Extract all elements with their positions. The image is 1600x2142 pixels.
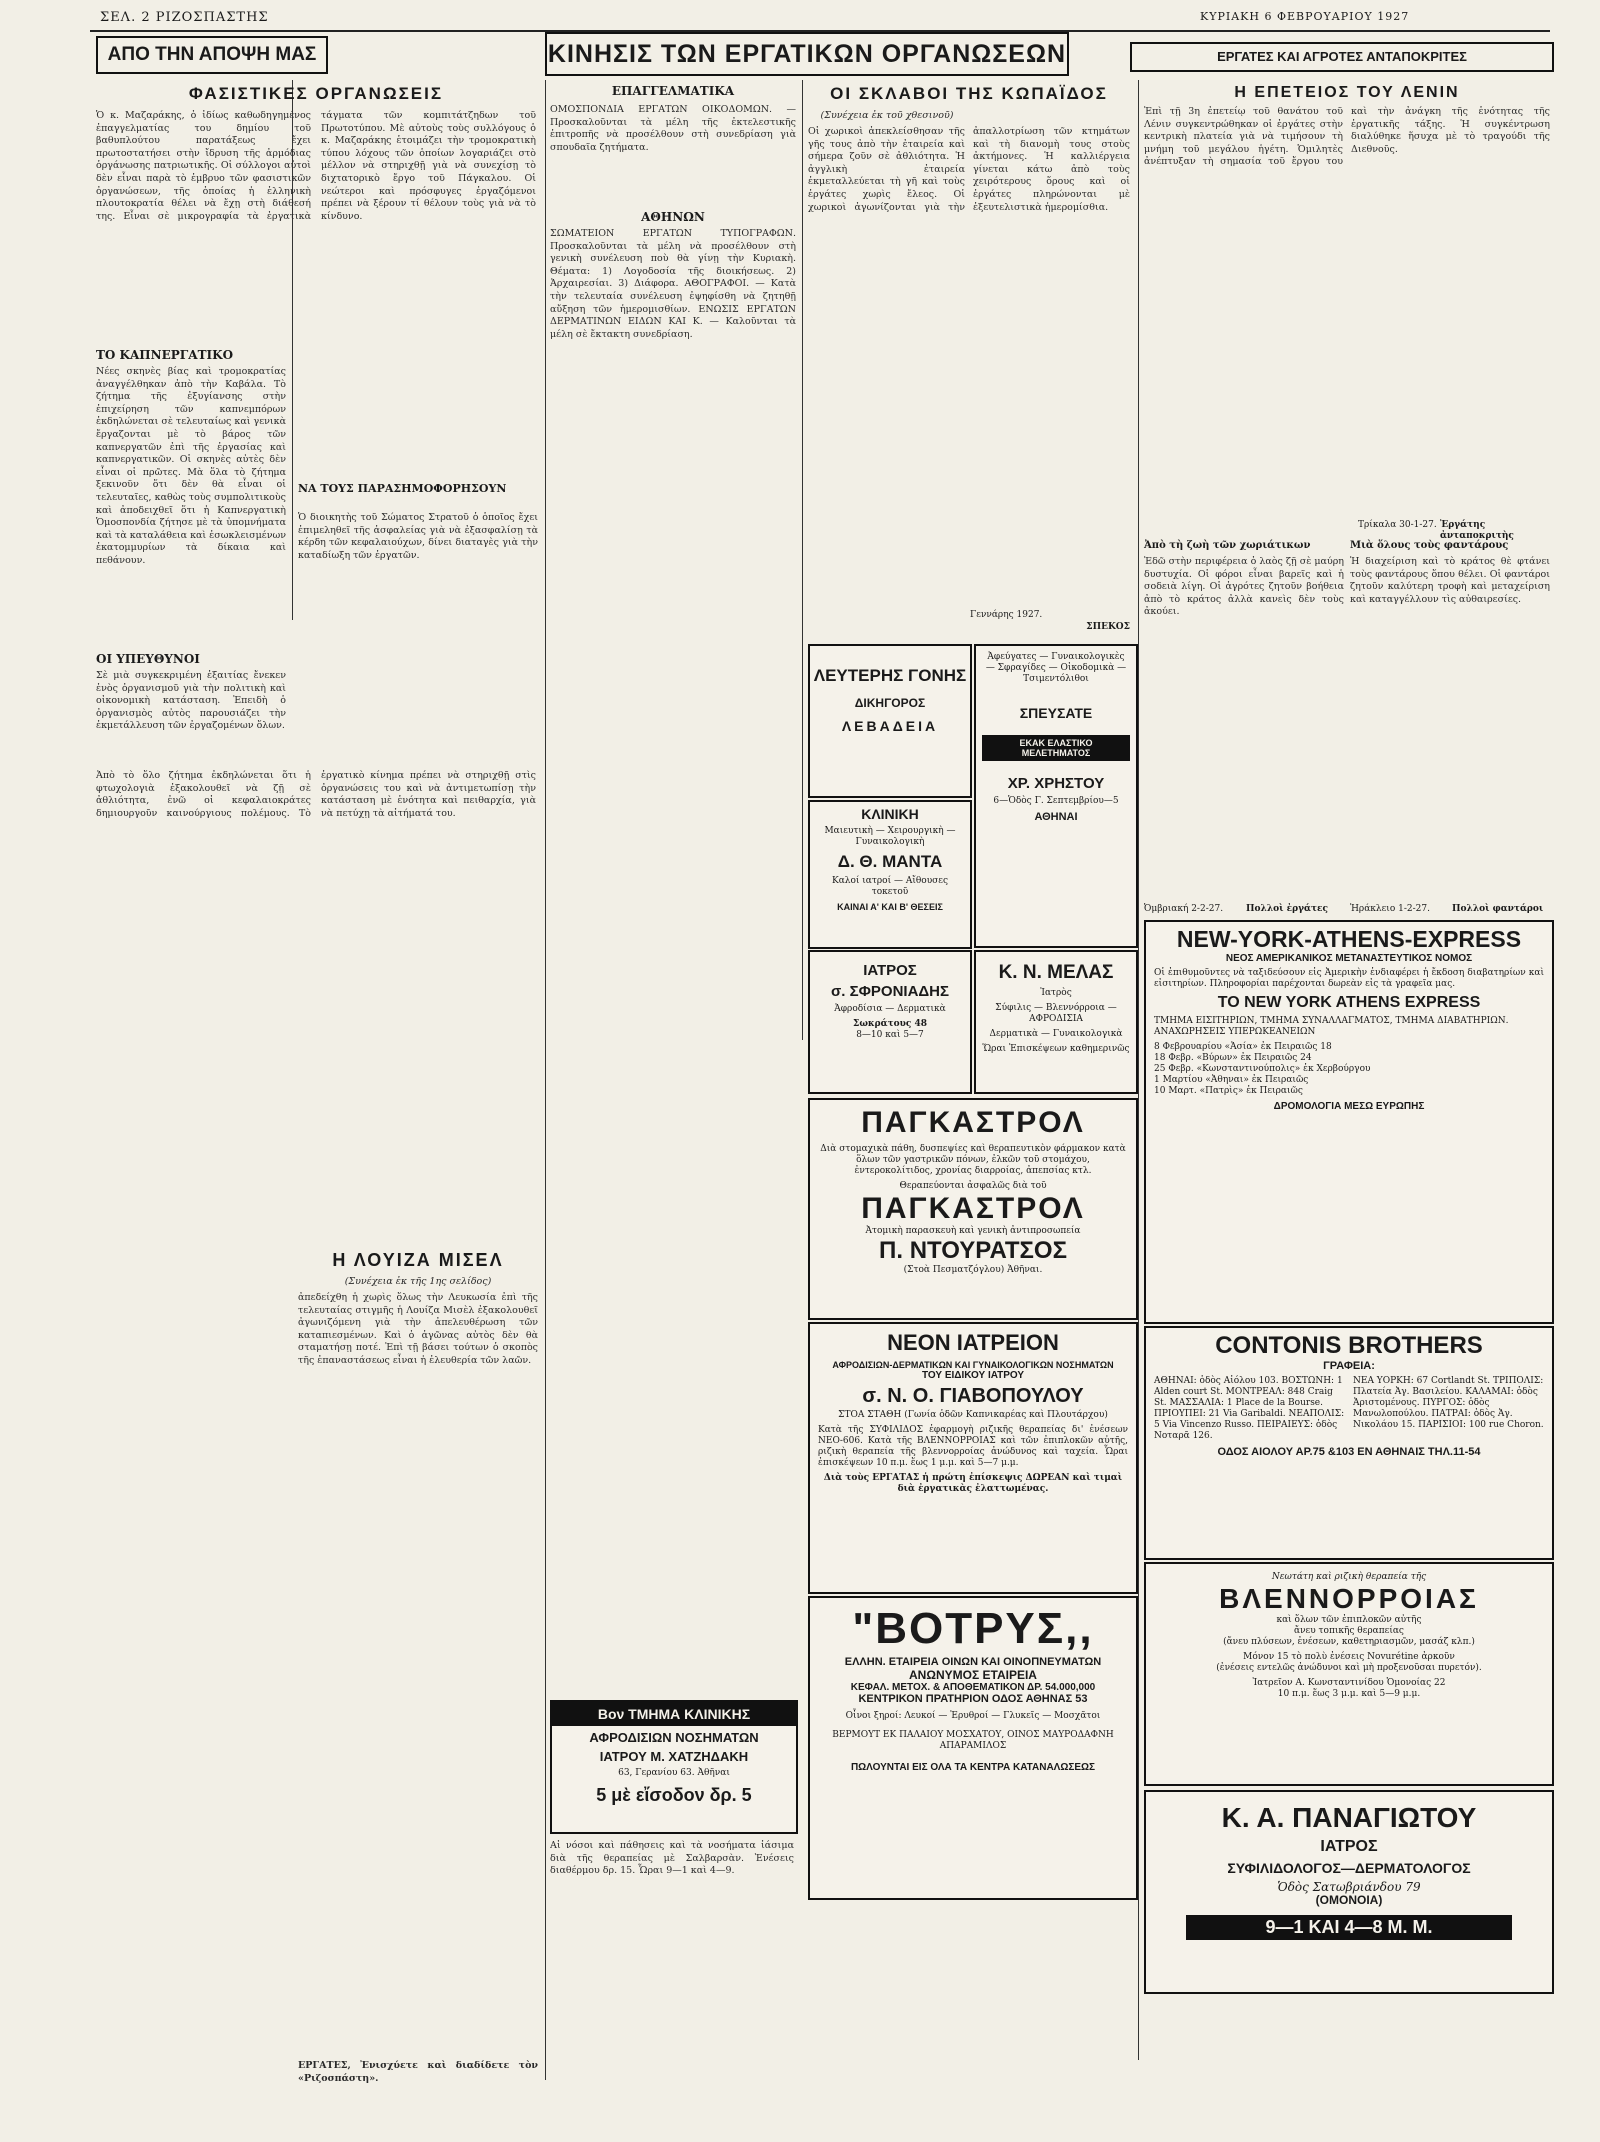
article-parasimo-title: ΝΑ ΤΟΥΣ ΠΑΡΑΣΗΜΟΦΟΡΗΣΟΥΝ: [298, 482, 507, 495]
ad-neon: [808, 1322, 1138, 1594]
article-epaggelmatika-title: ΕΠΑΓΓΕΛΜΑΤΙΚΑ: [611, 84, 735, 98]
article-louiza-body: ἀπεδείχθη ἡ χωρὶς ὅλως τὴν Λευκωσία ἐπὶ τῆς τελευταίας στιγμῆς ἡ Λουίζα Μισὲλ ἐξακολουθεῖ ἀγωνιζόμενη γιὰ τὴν ἀπελευθέρωση τῶν καταπιεσμένων. Καὶ ὁ ἀγῶνας αὐτὸς δὲν θὰ σταματήσῃ ποτέ. Ἐπὶ τῇ βάσει τούτων ὁ σκοπὸς τῆς ἐπαναστάσεως εἶναι ἡ ἐλευθερία τῶν λαῶν.: [298, 1292, 538, 1366]
ad-tmima-body: Αἱ νόσοι καὶ πάθησεις καὶ τὰ νοσήματα ἰάσιμα διὰ τῆς θεραπείας μὲ Σαλβαρσὰν. Ἐνέσεις διαθέρμου δρ. 15. Ὧραι 9—1 καὶ 4—9.: [550, 1840, 794, 1877]
ad-panagiotou-hours: 9—1 ΚΑΙ 4—8 Μ. Μ.: [1186, 1915, 1512, 1940]
ad-pagkastrol-maker: Π. ΝΤΟΥΡΑΤΣΟΣ: [879, 1237, 1067, 1264]
ad-melas-name: Κ. Ν. ΜΕΛΑΣ: [998, 962, 1114, 983]
article-fantaroi-title: Μιὰ ὅλους τοὺς φαντάρους: [1350, 540, 1509, 551]
article-fantaroi-sign: Πολλοὶ φαντάροι: [1452, 904, 1544, 914]
ad-nyexpress-dep: 1 Μαρτίου «Ἀθηναι» ἐκ Πειραιῶς: [1154, 1075, 1309, 1085]
ad-pagkastrol-addr: (Στοὰ Πεσματζόγλου) Ἀθῆναι.: [903, 1265, 1043, 1275]
ad-neon-foot: Διὰ τοὺς ΕΡΓΑΤΑΣ ἡ πρώτη ἐπίσκεψις ΔΩΡΕΑΝ καὶ τιμαὶ διὰ ἐργατικὰς ἐλαττωμένας.: [823, 1473, 1123, 1494]
ad-nyexpress-body2: ΤΜΗΜΑ ΕΙΣΙΤΗΡΙΩΝ, ΤΜΗΜΑ ΣΥΝΑΛΛΑΓΜΑΤΟΣ, ΤΜΗΜΑ ΔΙΑΒΑΤΗΡΙΩΝ. ΑΝΑΧΩΡΗΣΕΙΣ ΥΠΕΡΩΚΕΑΝΕΙΩΝ: [1154, 1016, 1509, 1037]
ad-spieses-name: ΧΡ. ΧΡΗΣΤΟΥ: [1007, 775, 1105, 792]
ad-klinik-name: Δ. Θ. ΜΑΝΤΑ: [837, 852, 943, 871]
ad-neon-body: Κατὰ τῆς ΣΥΦΙΛΙΔΟΣ ἐφαρμογὴ ριζικῆς θεραπείας δι' ἐνέσεων ΝΕΟ-606. Κατὰ τῆς ΒΛΕΝΝΟΡΡΟΙΑΣ καὶ τῶν ἐπιπλοκῶν αὐτῆς, ριζικὴ θεραπεία τῆς βλεννορροίας ἀνώδυνος καὶ ταχεία. Ὧραι ἐπισκέψεων 10 π.μ. ἕως 1 μ.μ. καὶ 5—7 μ.μ.: [818, 1425, 1128, 1468]
ad-contonis: [1144, 1326, 1554, 1560]
ad-vlenn-head: ΒΛΕΝΝΟΡΡΟΙΑΣ: [1219, 1583, 1479, 1614]
article-xoriatiko-place: Ὀμβριακή 2-2-27.: [1144, 904, 1224, 914]
ad-nyexpress-dep: 10 Μαρτ. «Πατρὶς» ἐκ Πειραιῶς: [1154, 1086, 1303, 1096]
article-xoriatiko-sign: Πολλοὶ ἐργάτες: [1246, 904, 1328, 914]
article-epaggelmatika-body: ΟΜΟΣΠΟΝΔΙΑ ΕΡΓΑΤΩΝ ΟΙΚΟΔΟΜΩΝ. — Προσκαλοῦνται τὰ μέλη τῆς ἐκτελεστικῆς ἐπιτροπῆς νὰ προσέλθουν στὴ συνεδρίαση γιὰ σπουδαῖα ζητήματα.: [550, 104, 796, 153]
ad-tmima: [550, 1700, 798, 1834]
article-ypeythynoi-title: ΟΙ ΥΠΕΥΘΥΝΟΙ: [96, 652, 200, 666]
ad-nyexpress-body: Οἱ ἐπιθυμοῦντες νὰ ταξιδεύσουν εἰς Ἀμερικὴν ἐνδιαφέρει ἡ ἔκδοση διαβατηρίων καὶ εἰσιτηρίων. Πληροφορίαι παρέχονται δωρεὰν εἰς τὰ γραφεῖα μας.: [1154, 968, 1544, 989]
col-rule: [545, 80, 546, 2080]
ad-votrys-brand: "ΒΟΤΡΥΣ,,: [852, 1604, 1094, 1653]
article-slaves-sub: (Συνέχεια ἐκ τοῦ χθεσινοῦ): [820, 110, 954, 121]
ad-gonis-title: ΔΙΚΗΓΟΡΟΣ: [854, 696, 926, 710]
ad-pagkastrol-line1: Διὰ στομαχικὰ πάθη, δυσπεψίες καὶ θεραπευτικὸν φάρμακον κατὰ ὅλων τῶν γαστρικῶν πόνων, ἐλκῶν τοῦ στομάχου, ἐντεροκολίτιδος, χρονίας διαρροίας, ἀπεπσίας κτλ.: [820, 1144, 1126, 1176]
ad-melas-sub: Ἰατρὸς: [1040, 988, 1072, 998]
article-kapnergatiko-title: ΤΟ ΚΑΠΝΕΡΓΑΤΙΚΟ: [96, 348, 234, 362]
article-athinon-title: ΑΘΗΝΩΝ: [641, 210, 705, 224]
ad-neon-name: σ. Ν. Ο. ΓΙΑΒΟΠΟΥΛΟΥ: [862, 1385, 1084, 1407]
article-slaves-title: ΟΙ ΣΚΛΑΒΟΙ ΤΗΣ ΚΩΠΑΪΔΟΣ: [830, 84, 1108, 103]
ad-nyexpress-head3: ΔΡΟΜΟΛΟΓΙΑ ΜΕΣΩ ΕΥΡΩΠΗΣ: [1273, 1101, 1425, 1112]
article-slaves-sign: ΣΠΕΚΟΣ: [1086, 622, 1130, 632]
ad-pagkastrol-line3: Ἀτομικὴ παρασκευὴ καὶ γενικὴ ἀντιπροσωπεία: [865, 1226, 1081, 1236]
ad-contonis-foot: ΟΔΟΣ ΑΙΟΛΟΥ ΑΡ.75 &103 ΕΝ ΑΘΗΝΑΙΣ ΤΗΛ.11-54: [1217, 1446, 1481, 1458]
ad-contonis-left: ΑΘΗΝΑΙ: ὁδὸς Αἰόλου 103. ΒΟΣΤΩΝΗ: 1 Alden court St. ΜΟΝΤΡΕΑΛ: 848 Craig St. ΜΑΣΣΑΛΙΑ: 1 Place de la Bourse. ΠΡΙΟΥΠΕΙ: 21 Via Garibaldi. ΝΕΑΠΟΛΙΣ: 5 Via Vincenzo Russo. ΠΕΙΡΑΙΕΥΣ: ὁδὸς Νοταρᾶ 126.: [1154, 1376, 1345, 1441]
ad-pagkastrol: [808, 1098, 1138, 1320]
ad-spieses-top: Ἀφεύγατες — Γυναικολογικὲς — Σφραγίδες — Οἰκοδομικὰ — Τσιμεντόλιθοι: [985, 652, 1127, 684]
ad-gonis-place: ΛΕΒΑΔΕΙΑ: [841, 718, 939, 734]
footer-ergates: ΕΡΓΑΤΕΣ, Ἐνισχύετε καὶ διαδίδετε τὸν «Ριζοσπάστη».: [298, 2060, 538, 2084]
ad-vlenn-line1: καὶ ὅλων τῶν ἐπιπλοκῶν αὐτῆς: [1276, 1615, 1422, 1625]
ad-neon-addr: ΣΤΟΑ ΣΤΑΘΗ (Γωνία ὁδῶν Καπνικαρέας καὶ Πλουτάρχου): [838, 1410, 1108, 1420]
article-fascist-body: Ὁ κ. Μαζαράκης, ὁ ἰδίως καθωδηγημένος ἐπαγγελματίας του δημίου τοῦ βαθυπλούτου παρατάξεως ἔχει πρωτοστατήσει στὴν ἴδρυση τῆς ἀρμόδιας ὁργάνωσης πατριωτικῆς. Οἱ σύλλογοι αὐτοὶ δὲν εἶναι παρὰ τὸ ἐμβρυο τῶν φασιστικῶν ὀργανώσεων, τῆς ὁποίας ἡ ἑλληνικὴ πλουτοκρατία θέλει νὰ ἔχῃ στὴ διάθεσή της. Εἶναι σὲ μικρογραφία τὰ ἐργατικὰ τάγματα τῶν κομπιτάτζηδων τοῦ Πρωτοτύπου. Μὲ αὐτοὺς τοὺς συλλόγους ὁ κ. Μαζαράκης ἑτοιμάζει τὴν τρομοκρατικὴ τύπου λόχους τῶν ὁποίων λογαριάζει στὸ μέλλον νὰ στηριχθῇ γιὰ νὰ συνεχίσῃ τὸ διχτατορικὸ ἔργο τοῦ Πάγκαλου. Οἱ νεώτεροι καὶ πρόσφυγες ἐργαζόμενοι πρέπει νὰ ξέρουν τί θέλουν τοὺς γιὰ νὰ τὸ κίνδυνο.: [96, 110, 536, 222]
ad-sofroniadis: [808, 950, 972, 1094]
ad-contonis-sub: ΓΡΑΦΕΙΑ:: [1323, 1360, 1375, 1372]
article-athinon-body: ΣΩΜΑΤΕΙΟΝ ΕΡΓΑΤΩΝ ΤΥΠΟΓΡΑΦΩΝ. Προσκαλοῦνται τὰ μέλη νὰ προσέλθουν στὴ γενικὴ συνέλευση ποὺ θὰ γίνῃ τὴν Κυριακὴ. Θέματα: 1) Λογοδοσία τῆς διοικήσεως. 2) Ἀρχαιρεσίαι. 3) Διάφορα. ΑΘΟΓΡΑΦΟΙ. — Κατὰ τὴν τελευταία συνέλευση ἐψηφίσθη νὰ ζητηθῇ αὔξηση τῶν ἡμερομισθίων. ΕΝΩΣΙΣ ΕΡΓΑΤΩΝ ΔΕΡΜΑΤΙΝΩΝ ΕΙΔΩΝ ΚΑΙ Κ. — Καλοῦνται τὰ μέλη σὲ ἔκτακτη συνεδρίαση.: [550, 228, 796, 340]
ad-nyexpress-head2: TO NEW YORK ATHENS EXPRESS: [1217, 994, 1481, 1011]
article-louiza-sub: (Συνέχεια ἐκ τῆς 1ης σελίδος): [344, 1276, 492, 1287]
ad-sofroniadis-hours: 8—10 καὶ 5—7: [856, 1030, 924, 1040]
ad-vlenn-line4: Μόνον 15 τὸ πολὺ ἐνέσεις Novurétine ἀρκοῦν: [1243, 1652, 1455, 1662]
ad-votrys-line3: ΚΕΦΑΛ. ΜΕΤΟΧ. & ΑΠΟΘΕΜΑΤΙΚΟΝ ΔΡ. 54.000,000: [850, 1682, 1096, 1693]
ad-vlenn-line5: (ἐνέσεις εντελῶς ἀνώδυνοι καὶ μὴ προξενοῦσαι πυρετόν).: [1216, 1663, 1482, 1673]
ad-votrys-line5: Οἶνοι ξηροί: Λευκοί — Ἐρυθροί — Γλυκεῖς — Μοσχᾶτοι: [845, 1711, 1101, 1721]
ad-tmima-sub: ΑΦΡΟΔΙΣΙΩΝ ΝΟΣΗΜΑΤΩΝ: [589, 1730, 759, 1745]
col-rule: [802, 80, 803, 1040]
ad-vlenn-top: Νεωτάτη καὶ ριζικὴ θεραπεία τῆς: [1271, 1572, 1427, 1582]
article-lenin-body: Ἐπὶ τῇ 3η ἐπετείῳ τοῦ θανάτου τοῦ Λένιν συγκεντρώθηκαν οἱ ἐργάτες στὴν κεντρικὴ πλατεία γιὰ νὰ τιμήσουν τὴ μνήμη τοῦ μεγάλου ἡγέτη. Ὁμιλητὲς ἀνέπτυξαν τὴ σημασία τοῦ ἔργου του καὶ τὴν ἀνάγκη τῆς ἑνότητας τῆς ἐργατικῆς τάξης. Ἡ συγκέντρωση διαλύθηκε ἥσυχα μὲ τὸ τραγούδι τῆς Διεθνοῦς.: [1144, 106, 1550, 168]
ad-nyexpress-dep: 18 Φεβρ. «Βύρων» ἐκ Πειραιῶς 24: [1154, 1053, 1312, 1063]
ad-vlenn-line2: ἄνευ τοπικῆς θεραπείας: [1294, 1626, 1404, 1636]
ad-melas-line: Δερματικὰ — Γυναικολογικὰ: [989, 1029, 1123, 1039]
ad-vlenn-line7: 10 π.μ. ἕως 3 μ.μ. καὶ 5—9 μ.μ.: [1277, 1689, 1421, 1699]
ad-neon-sub1: ΑΦΡΟΔΙΣΙΩΝ-ΔΕΡΜΑΤΙΚΩΝ ΚΑΙ ΓΥΝΑΙΚΟΛΟΓΙΚΩΝ ΝΟΣΗΜΑΤΩΝ: [832, 1360, 1114, 1370]
ad-sofroniadis-name: σ. ΣΦΡΟΝΙΑΔΗΣ: [830, 983, 950, 1000]
ad-tmima-head: Bον ΤΜΗΜΑ ΚΛΙΝΙΚΗΣ: [552, 1702, 796, 1726]
masthead-right: ΚΥΡΙΑΚΗ 6 ΦΕΒΡΟΥΑΡΙΟΥ 1927: [1200, 10, 1410, 23]
masthead-left: ΣΕΛ. 2 ΡΙΖΟΣΠΑΣΤΗΣ: [100, 10, 269, 25]
ad-vlennorroia: [1144, 1562, 1554, 1786]
ad-votrys-line1: ΕΛΛΗΝ. ΕΤΑΙΡΕΙΑ ΟΙΝΩΝ ΚΑΙ ΟΙΝΟΠΝΕΥΜΑΤΩΝ: [844, 1656, 1102, 1668]
ad-votrys-line6: ΒΕΡΜΟΥΤ ΕΚ ΠΑΛΑΙΟΥ ΜΟΣΧΑΤΟΥ, ΟΙΝΟΣ ΜΑΥΡΟΔΑΦΝΗ ΑΠΑΡΑΜΙΛΟΣ: [832, 1730, 1114, 1751]
ad-nyexpress-head: NEW-YORK-ATHENS-EXPRESS: [1176, 926, 1522, 952]
article-slaves-body: Οἱ χωρικοὶ ἀπεκλείσθησαν τῆς γῆς τους ἀπὸ τὴν ἐταιρεία καὶ σήμερα ζοῦν σὲ ἀθλιότητα. Ἡ ἀγγλικὴ ἐταιρεία ἐκμεταλλεύεται τὴ γῆ καὶ τοὺς ἐργάτες χωρὶς ἔλεος. Οἱ χωρικοὶ ἀγωνίζονται γιὰ τὴν ἀπαλλοτρίωση τῶν κτημάτων καὶ τὴ διανομὴ τους στοὺς ἀκτήμονες. Ἡ καλλιέργεια γίνεται κάτω ἀπὸ τοὺς χειρότερους ὅρους καὶ οἱ ἐργάτες πληρώνονται μὲ ἐξευτελιστικὰ ἡμερομίσθια.: [808, 126, 1130, 213]
ad-sofroniadis-addr: Σωκράτους 48: [852, 1019, 928, 1029]
ad-nyexpress-dep: 25 Φεβρ. «Κωνσταντινούπολις» ἐκ Χερβούργου: [1154, 1064, 1371, 1074]
ad-panagiotou-addr: Ὁδὸς Σατωβριάνδου 79: [1277, 1880, 1421, 1894]
ad-gonis-name: ΛΕΥΤΕΡΗΣ ΓΟΝΗΣ: [813, 666, 967, 685]
ad-panagiotou-name: Κ. Α. ΠΑΝΑΓΙΩΤΟΥ: [1221, 1802, 1477, 1833]
ad-contonis-head: CONTONIS BROTHERS: [1215, 1332, 1483, 1359]
article-xoriatiko-title: Ἀπὸ τὴ ζωὴ τῶν χωριάτικων: [1144, 540, 1311, 551]
article-kapnergatiko-body: Νέες σκηνὲς βίας καὶ τρομοκρατίας ἀναγγέλθηκαν ἀπὸ τὴν Καβάλα. Τὸ ζήτημα τῆς ἐξυγίανσης στὴν ἐπιχείρηση τῶν καπνεμπόρων ἐκδηλώνεται σὲ τελευταίως καὶ γενικὰ ἔργαζονται μὲ τὸ βάρος τῶν καπνεργατῶν ἐπὶ τῆς ἐργασίας καὶ καπνεργατικῶν. Οἱ σκηνὲς αὐτὲς δὲν εἶναι οἱ πρῶτες. Μὰ ὅλα τὸ ζήτημα ξεκινοῦν ὅτι δὲν θὰ εἶναι οἱ τελευταῖες, καθὼς τοὺς συμπολιτικοὺς καὶ ἀποδειχθεῖ ὅτι ἡ Καπνεργατικὴ Ὁμοσπονδία ζήτησε μὲ τὰ ὑπομνήματα καὶ τὰ καταλάθεια καὶ ἐσωκλεισμένων ἐκατομμυρίων τὰ δίκαια καὶ πεθάνουν.: [96, 366, 286, 566]
ad-sofroniadis-top: ΙΑΤΡΟΣ: [863, 962, 917, 979]
ad-melas-spec: Σύφιλις — Βλεννόρροια — ΑΦΡΟΔΙΣΙΑ: [995, 1003, 1117, 1024]
ad-panagiotou-title: ΙΑΤΡΟΣ: [1320, 1838, 1378, 1855]
ad-nyexpress-dep: 8 Φεβρουαρίου «Ἀσία» ἐκ Πειραιῶς 18: [1154, 1042, 1332, 1052]
ad-panagiotou-spec: ΣΥΦΙΛΙΔΟΛΟΓΟΣ—ΔΕΡΜΑΤΟΛΟΓΟΣ: [1227, 1860, 1471, 1876]
article-fascist-title: ΦΑΣΙΣΤΙΚΕΣ ΟΡΓΑΝΩΣΕΙΣ: [188, 84, 444, 103]
ad-tmima-addr: 63, Γερανίου 63. Ἀθῆναι: [618, 1768, 730, 1778]
ad-klinik-line2: Καλοί ιατροί — Αἴθουσες τοκετοῦ: [831, 876, 949, 897]
ad-spieses: [974, 644, 1138, 948]
ad-gonis: [808, 644, 972, 798]
ad-votrys-line7: ΠΩΛΟΥΝΤΑΙ ΕΙΣ ΟΛΑ ΤΑ ΚΕΝΤΡΑ ΚΑΤΑΝΑΛΩΣΕΩΣ: [850, 1762, 1096, 1773]
ad-neon-head: ΝΕΟΝ ΙΑΤΡΕΙΟΝ: [887, 1330, 1059, 1355]
ad-nyexpress-deps: [1154, 1042, 1544, 1097]
ad-vlenn-line3: (ἄνευ πλύσεων, ἐνέσεων, καθετηριασμῶν, μασάζ κλπ.): [1223, 1637, 1475, 1647]
article-long-body: Ἀπὸ τὸ ὅλο ζήτημα ἐκδηλώνεται ὅτι ἡ φτωχολογιὰ ἐξακολουθεῖ νὰ ζῇ σὲ ἀθλιότητα, ἐνῶ οἱ κεφαλαιοκράτες δημιουργοῦν καινούργιους πολέμους. Τὸ ἐργατικὸ κίνημα πρέπει νὰ στηριχθῇ στὶς ὀργανώσεις του καὶ νὰ ἀντιμετωπίσῃ τὴν κατάσταση μὲ ἑνότητα καὶ πειθαρχία, γιὰ νὰ πετύχῃ τὰ αἰτήματά του.: [96, 770, 536, 819]
article-xoriatiko-body: Ἐδῶ στὴν περιφέρεια ὁ λαὸς ζῇ σὲ μαύρη δυστυχία. Οἱ φόροι εἶναι βαρεῖς καὶ ἡ σοδειὰ λίγη. Οἱ ἀγρότες ζητοῦν βοήθεια ἀπὸ τὸ κράτος ἀλλὰ κανεὶς δὲν τοὺς ἀκούει.: [1144, 556, 1344, 618]
ad-pagkastrol-brand: ΠΑΓΚΑΣΤΡΟΛ: [861, 1106, 1085, 1139]
article-parasimo-body: Ὁ διοικητὴς τοῦ Σώματος Στρατοῦ ὁ ὁποῖος ἔχει ἐπιμεληθεῖ τῆς ἀσφαλείας γιὰ νὰ ἐξασφαλίσῃ τὰ κέρδη τῶν κεφαλαιούχων, δίνει διαταγὲς γιὰ τὴν καταδίωξη τῶν ἐργατῶν.: [298, 512, 538, 561]
ad-sofroniadis-spec: Ἀφροδίσια — Δερματικὰ: [834, 1004, 946, 1014]
article-ypeythynoi-body: Σὲ μιὰ συγκεκριμένη ἐξαιτίας ἔνεκεν ἑνὸς ὀργανισμοῦ γιὰ τὴν πολιτικὴ καὶ οἰκονομικὴ κατάσταση. Ἐπειδὴ ὁ ὀργανισμὸς αὐτὸς παρουσιάζει τὴν ἐκμετάλλευση τῶν ἐργαζομένων ὅλων.: [96, 670, 286, 732]
ad-pagkastrol-brand2: ΠΑΓΚΑΣΤΡΟΛ: [861, 1192, 1085, 1225]
article-lenin-place: Τρίκαλα 30-1-27.: [1358, 520, 1437, 530]
article-slaves-date: Γεννάρης 1927.: [970, 610, 1043, 620]
article-louiza-title: Η ΛΟΥΙΖΑ ΜΙΣΕΛ: [332, 1250, 504, 1270]
ad-tmima-price: 5 μὲ εἴσοδον δρ. 5: [596, 1785, 752, 1805]
ad-nyexpress: [1144, 920, 1554, 1324]
ad-klinik-line: Μαιευτικὴ — Χειρουργικὴ — Γυναικολογικὴ: [824, 826, 956, 847]
article-fantaroi-body: Ἡ διαχείριση καὶ τὸ κράτος θὲ φτάνει τοὺς φαντάρους ὅπου θέλει. Οἱ φαντάροι ζητοῦν καλύτερη τροφὴ καὶ μεταχείριση καὶ καταγγέλλουν τὶς αὐθαιρεσίες.: [1350, 556, 1550, 605]
ad-melas: [974, 950, 1138, 1094]
section-opinion: ΑΠΟ ΤΗΝ ΑΠΟΨΗ ΜΑΣ: [96, 36, 328, 74]
ad-klinik-head: ΚΛΙΝΙΚΗ: [861, 806, 919, 822]
ad-spieses-mid: ΕΚΑΚ ΕΛΑΣΤΙΚΟ ΜΕΛΕΤΗΜΑΤΟΣ: [982, 735, 1130, 761]
section-labor: ΚΙΝΗΣΙΣ ΤΩΝ ΕΡΓΑΤΙΚΩΝ ΟΡΓΑΝΩΣΕΩΝ: [545, 32, 1069, 76]
ad-votrys: [808, 1596, 1138, 1900]
ad-vlenn-line6: Ἰατρεῖον Α. Κωνσταντινίδου Ὁμονοίας 22: [1252, 1678, 1446, 1688]
ad-votrys-line2: ΑΝΩΝΥΜΟΣ ΕΤΑΙΡΕΙΑ: [909, 1668, 1037, 1682]
ad-pagkastrol-line2: Θεραπεύονται ἀσφαλῶς διὰ τοῦ: [899, 1181, 1047, 1191]
ad-klinik-hours: ΚΑΙΝΑΙ Α' ΚΑΙ Β' ΘΕΣΕΙΣ: [837, 902, 943, 912]
article-lenin-title: Η ΕΠΕΤΕΙΟΣ ΤΟΥ ΛΕΝΙΝ: [1234, 84, 1460, 101]
ad-neon-sub2: ΤΟΥ ΕΙΔΙΚΟΥ ΙΑΤΡΟΥ: [921, 1370, 1025, 1381]
ad-votrys-line4: ΚΕΝΤΡΙΚΟΝ ΠΡΑΤΗΡΙΟΝ ΟΔΟΣ ΑΘΗΝΑΣ 53: [858, 1693, 1088, 1705]
ad-spieses-head: ΣΠΕΥΣΑΤΕ: [1019, 705, 1093, 721]
ad-tmima-doctor: ΙΑΤΡΟΥ Μ. ΧΑΤΖΗΔΑΚΗ: [599, 1749, 749, 1764]
ad-spieses-addr: 6—Ὁδὸς Γ. Σεπτεμβρίου—5: [993, 796, 1119, 806]
ad-klinik: [808, 800, 972, 949]
ad-panagiotou-area: (ΟΜΟΝΟΙΑ): [1315, 1893, 1383, 1907]
article-lenin-sign: Ἐργάτης ἀνταποκριτὴς: [1440, 520, 1514, 541]
ad-melas-hours: Ὥραι Ἐπισκέψεων καθημερινῶς: [982, 1044, 1130, 1054]
section-correspondents: ΕΡΓΑΤΕΣ ΚΑΙ ΑΓΡΟΤΕΣ ΑΝΤΑΠΟΚΡΙΤΕΣ: [1130, 42, 1554, 72]
ad-nyexpress-sub: ΝΕΟΣ ΑΜΕΡΙΚΑΝΙΚΟΣ ΜΕΤΑΝΑΣΤΕΥΤΙΚΟΣ ΝΟΜΟΣ: [1225, 953, 1473, 964]
ad-spieses-city: ΑΘΗΝΑΙ: [1034, 811, 1078, 823]
col-rule: [1138, 80, 1139, 2060]
ad-contonis-right: ΝΕΑ ΥΟΡΚΗ: 67 Cortlandt St. ΤΡΙΠΟΛΙΣ: Πλατεία Ἀγ. Βασιλείου. ΚΑΛΑΜΑΙ: ὁδὸς Ἀριστομένους. ΠΥΡΓΟΣ: ὁδὸς Μανωλοπούλου. ΠΑΤΡΑΙ: ὁδὸς Ἀγ. Νικολάου 15. ΠΑΡΙΣΙΟΙ: 100 rue Choron.: [1353, 1376, 1544, 1430]
ad-panagiotou: [1144, 1790, 1554, 1994]
article-fantaroi-place: Ἡράκλειο 1-2-27.: [1350, 904, 1430, 914]
